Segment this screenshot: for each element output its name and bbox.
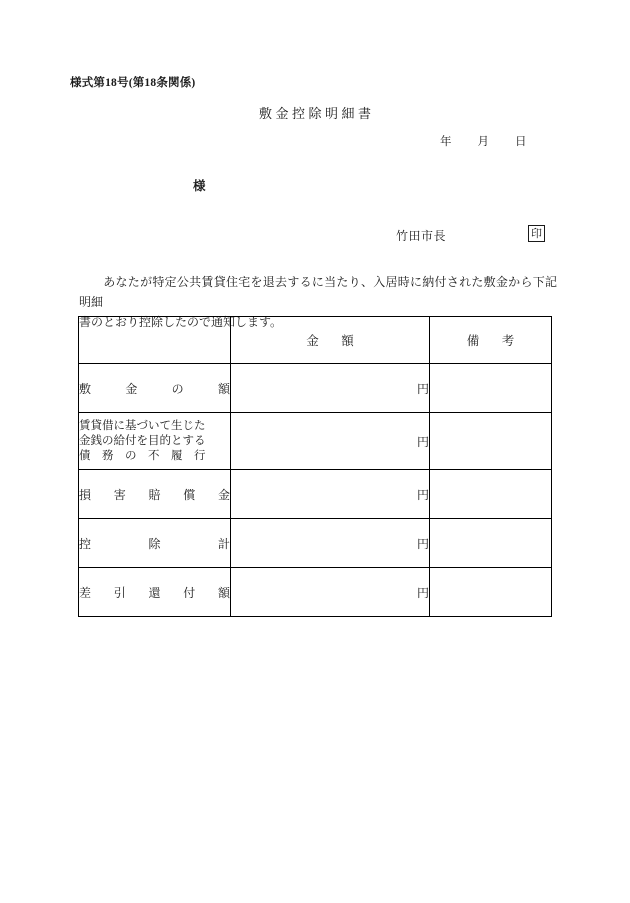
table-header-row — [79, 317, 552, 364]
row-note[interactable] — [430, 364, 552, 413]
row-amount[interactable]: 円 — [231, 364, 430, 413]
date-day: 日 — [515, 136, 527, 148]
table-row — [79, 568, 552, 617]
row-label-line-1: 賃貸借に基づいて生じた — [79, 419, 206, 432]
row-amount[interactable]: 円 — [231, 470, 430, 519]
seal-stamp-icon: 印 — [528, 225, 545, 242]
row-note[interactable] — [430, 470, 552, 519]
body-line-2: 書のとおり控除したので通知します。 — [79, 315, 283, 329]
issuer-name: 竹田市長 — [396, 229, 447, 243]
row-note[interactable] — [430, 519, 552, 568]
column-header-amount: 金 額 — [231, 317, 430, 364]
table-row — [79, 519, 552, 568]
date-month: 月 — [477, 136, 489, 148]
row-amount[interactable]: 円 — [231, 519, 430, 568]
table-row — [79, 413, 552, 470]
row-note[interactable] — [430, 413, 552, 470]
date-year: 年 — [440, 136, 452, 148]
row-note[interactable] — [430, 568, 552, 617]
row-amount[interactable]: 円 — [231, 568, 430, 617]
column-header-note: 備 考 — [430, 317, 552, 364]
table-row — [79, 364, 552, 413]
row-label-line-2: 金銭の給付を目的とする — [79, 434, 206, 447]
document-title: 敷金控除明細書 — [258, 106, 375, 121]
row-label — [79, 413, 231, 470]
row-label: 敷 金 の 額 — [79, 364, 231, 413]
table-row — [79, 470, 552, 519]
row-label: 損 害 賠 償 金 — [79, 470, 231, 519]
row-label: 差 引 還 付 額 — [79, 568, 231, 617]
row-amount[interactable]: 円 — [231, 413, 430, 470]
deduction-detail-table — [78, 316, 552, 617]
row-label-line-3: 債 務 の 不 履 行 — [79, 449, 206, 462]
row-label: 控 除 計 — [79, 519, 231, 568]
date-line — [440, 133, 527, 149]
body-line-1: あなたが特定公共賃貸住宅を退去するに当たり、入居時に納付された敷金から下記明細 — [79, 275, 557, 309]
column-header-blank — [79, 317, 231, 364]
addressee-suffix: 様 — [193, 179, 206, 193]
form-number: 様式第18号(第18条関係) — [70, 77, 196, 89]
